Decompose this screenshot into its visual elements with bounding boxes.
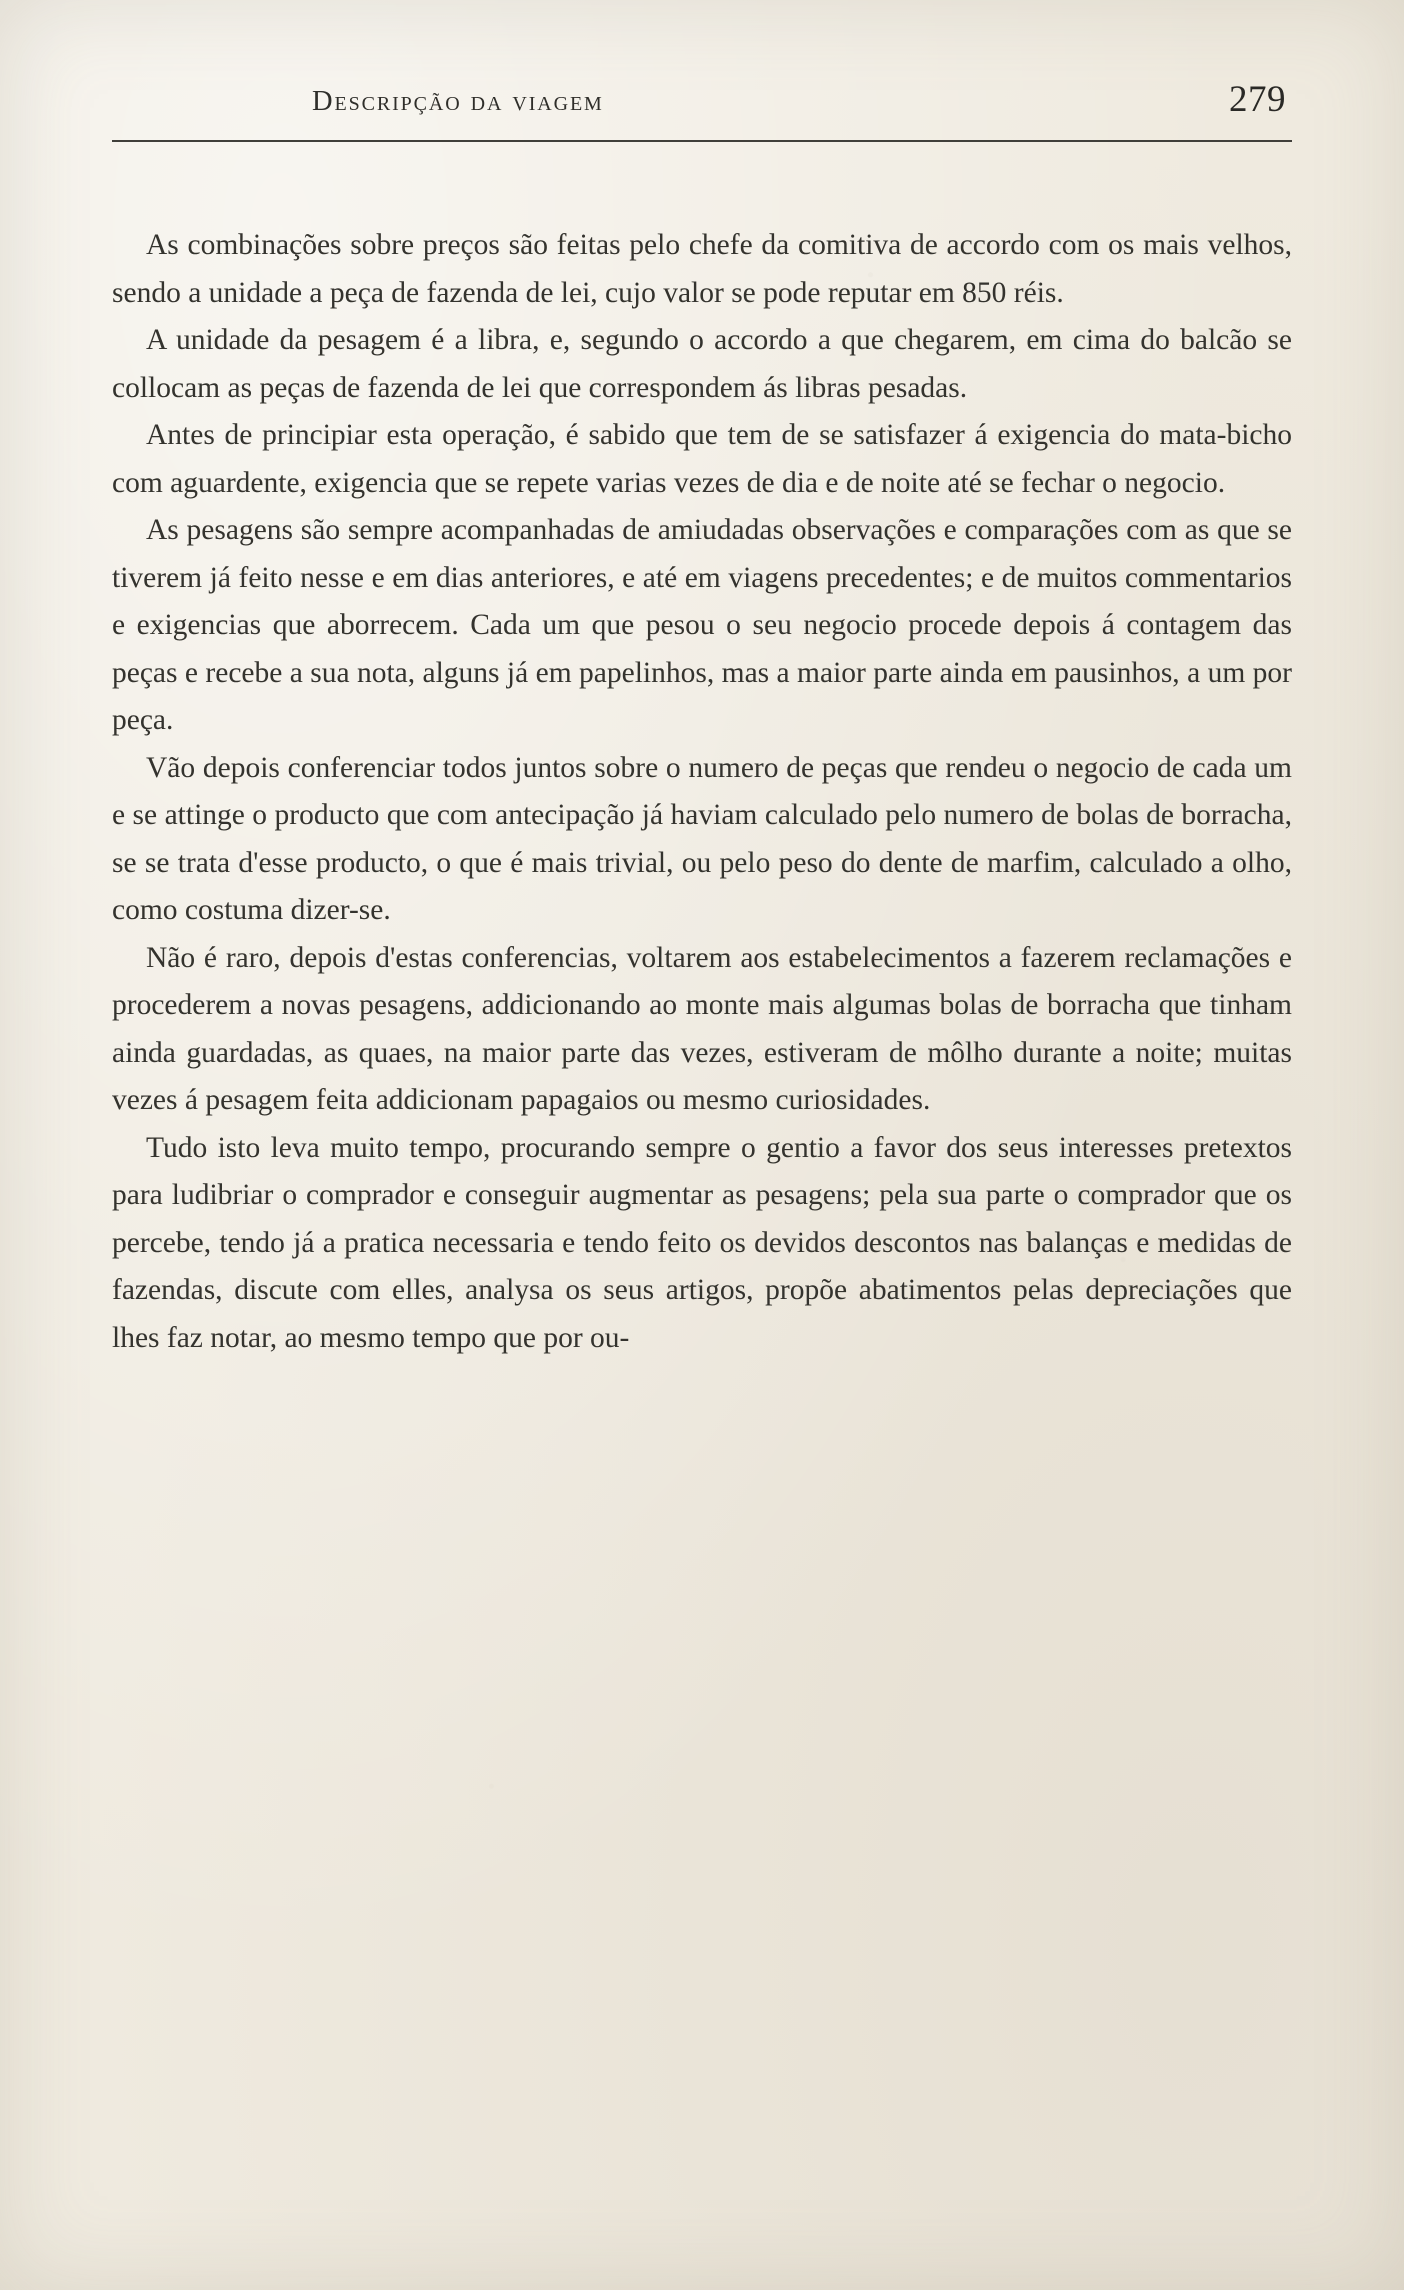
body-paragraph: Tudo isto leva muito tempo, procurando sempre o gentio a favor dos seus interesses pretextos para ludibriar o comprador e conseguir augmentar as pesagens; pela sua parte o comprador que os percebe, tendo já a pratica necessaria e tendo feito os devidos descontos nas balanças e medidas de fazendas, discute com elles, analysa os seus artigos, propõe abatimentos pelas depreciações que lhes faz notar, ao mesmo tempo que por ou- [112,1131,1292,1354]
body-text [112,222,1292,1362]
page-number: 279 [1229,79,1286,120]
running-head [112,79,1292,138]
header-rule [112,140,1292,142]
body-paragraph: As combinações sobre preços são feitas pelo chefe da comitiva de accordo com os mais velhos, sendo a unidade a peça de fazenda de lei, cujo valor se pode reputar em 850 réis. [112,229,1292,309]
page-content [112,79,1292,1362]
body-paragraph: Antes de principiar esta operação, é sabido que tem de se satisfazer á exigencia do mata-bicho com aguardente, exigencia que se repete varias vezes de dia e de noite até se fechar o negocio. [112,419,1292,499]
body-paragraph: A unidade da pesagem é a libra, e, segundo o accordo a que chegarem, em cima do balcão se collocam as peças de fazenda de lei que correspondem ás libras pesadas. [112,324,1292,404]
body-paragraph: Não é raro, depois d'estas conferencias, voltarem aos estabelecimentos a fazerem reclamações e procederem a novas pesagens, addicionando ao monte mais algumas bolas de borracha que tinham ainda guardadas, as quaes, na maior parte das vezes, estiveram de môlho durante a noite; muitas vezes á pesagem feita addicionam papagaios ou mesmo curiosidades. [112,941,1292,1116]
body-paragraph: As pesagens são sempre acompanhadas de amiudadas observações e comparações com as que se tiverem já feito nesse e em dias anteriores, e até em viagens precedentes; e de muitos commentarios e exigencias que aborrecem. Cada um que pesou o seu negocio procede depois á contagem das peças e recebe a sua nota, alguns já em papelinhos, mas a maior parte ainda em pausinhos, a um por peça. [112,514,1292,736]
running-head-title: Descripção da viagem [312,86,604,117]
body-paragraph: Vão depois conferenciar todos juntos sobre o numero de peças que rendeu o negocio de cada um e se attinge o producto que com antecipação já haviam calculado pelo numero de bolas de borracha, se se trata d'esse producto, o que é mais trivial, ou pelo peso do dente de marfim, calculado a olho, como costuma dizer-se. [112,751,1292,926]
